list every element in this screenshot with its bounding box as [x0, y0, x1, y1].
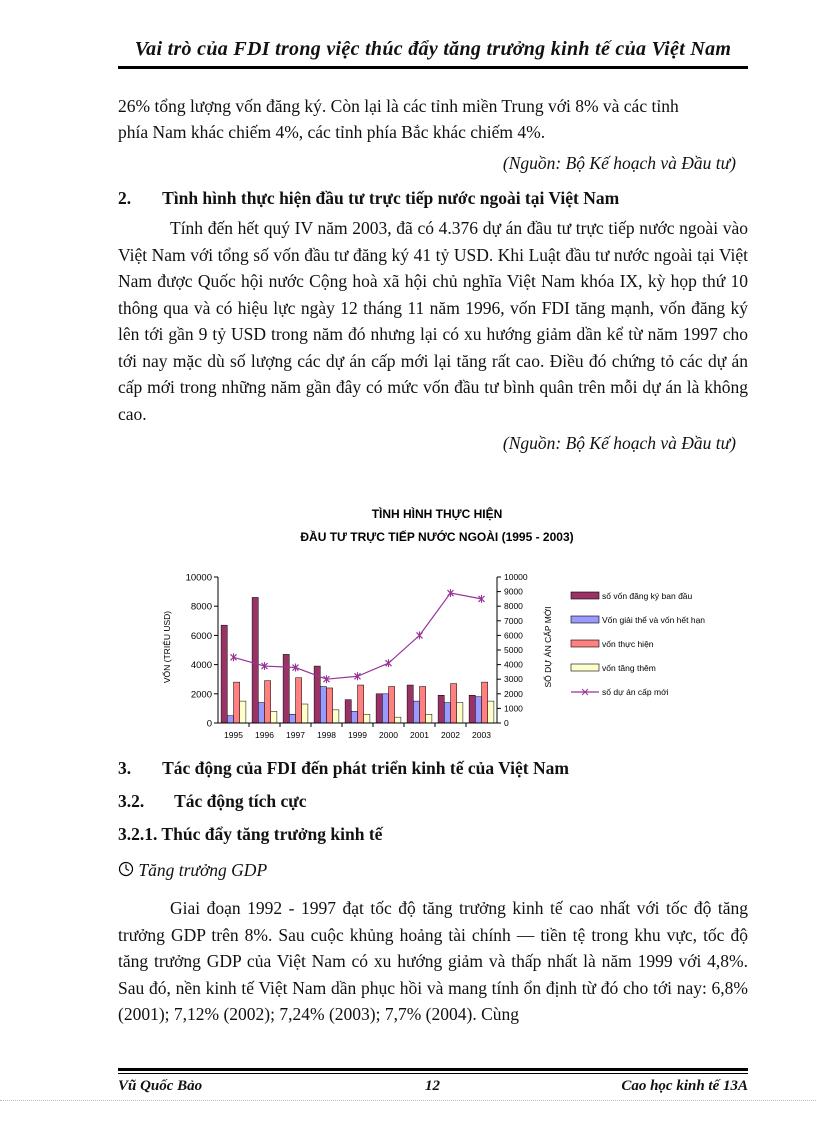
bar-2000-s2 [382, 694, 388, 723]
y2-tick-label: 9000 [504, 586, 523, 597]
fdi-chart [0, 495, 816, 755]
bar-2003-s4 [488, 701, 494, 723]
y-tick-label: 4000 [190, 660, 212, 672]
clock-icon [118, 861, 134, 877]
bar-2001-s2 [413, 701, 419, 723]
legend-swatch-2 [571, 616, 599, 623]
bar-2001-s3 [420, 687, 426, 724]
legend-swatch-4 [571, 664, 599, 671]
section-2-number: 2. [118, 188, 132, 208]
footer-page-number: 12 [425, 1078, 440, 1094]
section-3-2-1-heading: 3.2.1. Thúc đẩy tăng trưởng kinh tế [118, 824, 383, 844]
section-3-2-title: Tác động tích cực [174, 791, 307, 811]
x-tick-label: 1999 [348, 730, 367, 740]
x-tick-label: 2003 [472, 730, 491, 740]
y2-tick-label: 4000 [504, 659, 523, 670]
y2-tick-label: 5000 [504, 645, 523, 655]
line-point-2001 [417, 631, 423, 639]
legend-swatch-1 [571, 592, 599, 599]
y-axis-label: VỐN (TRIỆU USD) [162, 610, 172, 684]
legend-swatch-3 [571, 640, 599, 647]
intro-line-2: phía Nam khác chiếm 4%, các tỉnh phía Bắc khác chiếm 4%. [118, 122, 546, 142]
y2-tick-label: 10000 [504, 572, 528, 582]
footer-class: Cao học kinh tế 13A [621, 1078, 748, 1094]
y-tick-label: 8000 [190, 601, 212, 613]
gdp-paragraph: Giai đoạn 1992 - 1997 đạt tốc độ tăng trưởng kinh tế cao nhất với tốc độ tăng trưởng GDP trên 8%. Sau cuộc khủng hoảng tài chính — tiền tệ trong khu vực, tốc độ tăng trưởng GDP của Việt Nam có xu hướng giảm và thấp nhất là năm 1999 với 4,8%. Sau đó, nền kinh tế Việt Nam dần phục hồi và mang tính ổn định từ đó cho tới nay: 6,8% (2001); 7,12% (2002); 7,24% (2003); 7,7% (2004). Cùng [118, 898, 748, 1024]
bar-2000-s1 [376, 694, 382, 723]
y2-tick-label: 3000 [504, 674, 523, 685]
x-tick-label: 2002 [441, 730, 460, 740]
gdp-subheading [118, 860, 267, 881]
chart-title-line-1: TÌNH HÌNH THỰC HIỆN [371, 507, 503, 521]
footer-rule-thick [118, 1068, 748, 1071]
bar-1995-s1 [221, 625, 227, 723]
bar-1996-s1 [252, 597, 258, 723]
y2-axis-label: SỐ DỰ ÁN CẤP MỚI [543, 606, 553, 688]
section-3-heading [118, 758, 569, 779]
bar-1995-s3 [234, 682, 240, 723]
footer-author: Vũ Quốc Bảo [118, 1078, 203, 1094]
page-header-title: Vai trò của FDI trong việc thúc đẩy tăng trưởng kinh tế của Việt Nam [134, 38, 732, 60]
bar-1999-s2 [351, 711, 357, 723]
bar-2000-s3 [389, 687, 395, 724]
bar-1995-s4 [240, 701, 246, 723]
y2-tick-label: 8000 [504, 601, 523, 612]
bar-1998-s2 [320, 687, 326, 724]
legend-label-4: vốn tăng thêm [602, 663, 656, 673]
bar-2003-s2 [475, 697, 481, 723]
bar-1995-s2 [227, 716, 233, 723]
section-3-2-heading [118, 791, 307, 812]
chart-title-line-2: ĐẦU TƯ TRỰC TIẾP NƯỚC NGOÀI (1995 - 2003) [300, 530, 574, 544]
section-2-title: Tình hình thực hiện đầu tư trực tiếp nước ngoài tại Việt Nam [162, 188, 620, 208]
gdp-title: Tăng trưởng GDP [138, 860, 268, 880]
section-3-2-number: 3.2. [118, 791, 145, 811]
legend-label-3: vốn thực hiện [602, 639, 654, 649]
bar-2002-s2 [444, 703, 450, 723]
bar-1997-s1 [283, 654, 289, 723]
bar-1996-s3 [265, 681, 271, 723]
line-series-path [234, 593, 482, 679]
x-tick-label: 1996 [255, 730, 274, 740]
bar-2003-s1 [469, 695, 475, 723]
y2-tick-label: 2000 [504, 688, 523, 699]
line-point-2000 [386, 659, 392, 667]
y-tick-label: 6000 [190, 630, 212, 642]
bar-1997-s4 [302, 704, 308, 723]
x-tick-label: 2000 [379, 730, 398, 740]
y2-tick-label: 0 [504, 718, 509, 728]
bar-2003-s3 [482, 682, 488, 723]
bar-1996-s2 [258, 703, 264, 723]
bar-2002-s1 [438, 695, 444, 723]
x-tick-label: 2001 [410, 730, 429, 740]
x-tick-label: 1998 [317, 730, 336, 740]
header-rule [118, 66, 748, 69]
bar-2001-s1 [407, 685, 413, 723]
bar-2002-s3 [451, 684, 457, 723]
section-3-number: 3. [118, 758, 132, 778]
bar-1999-s4 [364, 714, 370, 723]
section-2-heading [118, 188, 619, 209]
section-2-paragraph: Tính đến hết quý IV năm 2003, đã có 4.376 dự án đầu tư trực tiếp nước ngoài vào Việt Nam với tổng số vốn đầu tư đăng ký 41 tỷ USD. Khi Luật đầu tư nước ngoài tại Việt Nam được Quốc hội nước Cộng hoà xã hội chủ nghĩa Việt Nam khóa IX, kỳ họp thứ 10 thông qua và có hiệu lực ngày 12 tháng 11 năm 1996, vốn FDI tăng mạnh, vốn đăng ký lên tới gần 9 tỷ USD trong năm đó nhưng lại có xu hướng giảm dần kể từ năm 1997 cho tới nay mặc dù số lượng các dự án cấp mới lại tăng rất cao. Điều đó chứng tỏ các dự án cấp mới trong những năm gần đây có mức vốn đầu tư bình quân trên mỗi dự án là không cao. [118, 218, 748, 424]
bar-1999-s3 [358, 685, 364, 723]
page-bottom-edge [0, 1100, 816, 1101]
bar-2000-s4 [395, 717, 401, 723]
y2-tick-label: 7000 [504, 615, 523, 626]
intro-line-1: 26% tổng lượng vốn đăng ký. Còn lại là các tỉnh miền Trung với 8% và các tỉnh [118, 96, 679, 116]
section-3-title: Tác động của FDI đến phát triển kinh tế của Việt Nam [162, 758, 569, 778]
bar-1999-s1 [345, 700, 351, 723]
bar-1997-s3 [296, 678, 302, 723]
y-tick-label: 10000 [185, 572, 212, 584]
section-2-source: (Nguồn: Bộ Kế hoạch và Đầu tư) [502, 433, 736, 453]
bar-2002-s4 [457, 703, 463, 723]
bar-1996-s4 [271, 711, 277, 723]
y2-tick-label: 1000 [504, 703, 523, 714]
legend-label-5: số dự án cấp mới [602, 687, 669, 697]
legend-label-2: Vốn giải thể và vốn hết hạn [602, 615, 706, 625]
x-tick-label: 1997 [286, 730, 305, 740]
y-tick-label: 0 [206, 718, 212, 730]
bar-1997-s2 [289, 714, 295, 723]
footer-rule-thin [118, 1073, 748, 1074]
intro-source: (Nguồn: Bộ Kế hoạch và Đầu tư) [502, 153, 736, 173]
x-tick-label: 1995 [224, 730, 243, 740]
y2-tick-label: 6000 [504, 630, 523, 641]
bar-1998-s3 [327, 688, 333, 723]
y-tick-label: 2000 [190, 689, 212, 701]
bar-2001-s4 [426, 714, 432, 723]
legend-label-1: số vốn đăng ký ban đầu [602, 591, 693, 601]
bar-1998-s4 [333, 710, 339, 723]
